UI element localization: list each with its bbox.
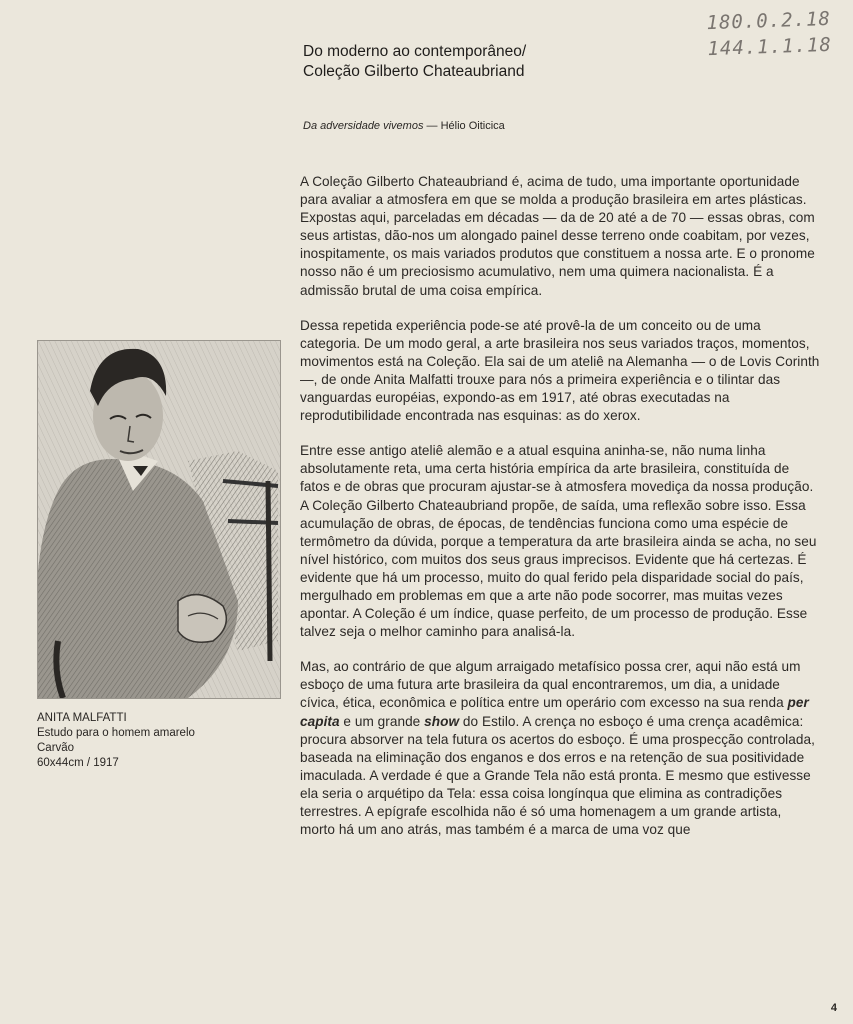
caption-artist: ANITA MALFATTI xyxy=(37,712,127,724)
epigraph xyxy=(303,120,505,132)
archive-mark-line2: 144.1.1.18 xyxy=(706,33,832,61)
archive-mark-line1: 180.0.2.18 xyxy=(705,7,831,35)
body-text xyxy=(300,173,820,856)
title-line1: Do moderno ao contemporâneo/ xyxy=(303,43,527,60)
epigraph-quote: Da adversidade vivemos xyxy=(303,120,424,132)
caption-work-title: Estudo para o homem amarelo xyxy=(37,727,195,739)
artwork-caption xyxy=(37,711,195,771)
paragraph: A Coleção Gilberto Chateaubriand é, acima de tudo, uma importante oportunidade para avaliar a atmosfera em que se molda a produção brasileira em artes plásticas. Expostas aqui, parceladas em décadas — da de 20 até a de 70 — essas obras, com seus artistas, dão-nos um alongado painel desse terreno onde coabitam, por vezes, inospitamente, os mais variados produtos que constituem a nossa arte. E o pronome nosso não é um preciosismo acumulativo, nem uma quimera nacionalista. É a admissão brutal de uma coisa empírica. xyxy=(300,174,815,298)
emphasis-show: show xyxy=(424,713,460,729)
paragraph-4-part2: e um grande xyxy=(339,713,425,729)
emphasis-per-capita: per capita xyxy=(300,695,809,729)
paragraph-4-part1: Mas, ao contrário de que algum arraigado metafísico possa crer, aqui não está um esboço de uma futura arte brasileira da qual encontraremos, um dia, a unidade cívica, ética, econômica e política entre um operário com excesso na sua renda xyxy=(300,659,801,711)
paragraph-4-part3: do Estilo. A crença no esboço é uma crença acadêmica: procura absorver na tela futura os acertos do esboço. É uma prospecção controlada, baseada na eliminação dos enganos e dos erros e na retenção de sua positividade imaculada. A verdade é que a Grande Tela não está pronta. E mesmo que estivesse ela seria o arquétipo da Tela: essa coisa longínqua que elimina as contradições terrestres. A epígrafe escolhida não é só uma homenagem a um grande artista, morto há um ano atrás, mas também é a marca de uma voz que xyxy=(300,713,815,838)
artwork-image xyxy=(37,340,281,699)
paragraph-4 xyxy=(300,658,820,839)
charcoal-portrait-drawing xyxy=(38,341,280,698)
caption-dimensions: 60x44cm / 1917 xyxy=(37,757,119,769)
page-title xyxy=(303,42,526,82)
paragraph: Dessa repetida experiência pode-se até provê-la de um conceito ou de uma categoria. De um modo geral, a arte brasileira nos seus variados traços, momentos, movimentos está na Coleção. Ela sai de um ateliê na Alemanha — o de Lovis Corinth —, de onde Anita Malfatti trouxe para nós a primeira experiência e o tilintar das vanguardas européias, expondo-as em 1917, até obras executadas na reprodutibilidade encontrada nas esquinas: as do xerox. xyxy=(300,317,820,424)
title-line2: Coleção Gilberto Chateaubriand xyxy=(303,63,525,80)
page-number: 4 xyxy=(830,1002,837,1014)
paragraph: Entre esse antigo ateliê alemão e a atual esquina aninha-se, não numa linha absolutamente reta, uma certa história empírica da arte brasileira, constituída de fatos e de obras que procuram ajustar-se à atmosfera movediça da nossa produção. A Coleção Gilberto Chateaubriand propõe, de saída, uma reflexão sobre isso. Essa acumulação de obras, de épocas, de tendências funciona como uma espécie de termômetro da dúvida, porque a temperatura da arte brasileira ainda se acha, no seu nível histórico, com muitos dos seus graus imprecisos. Evidente que há certezas. É evidente que há um processo, muito do qual ferido pela disparidade social do país, mergulhado em problemas em que a arte não pode socorrer, mas muitas vezes apontar. A Coleção é um índice, quase perfeito, de um processo de produção. Esse talvez seja o melhor caminho para analisá-la. xyxy=(300,443,817,640)
caption-medium: Carvão xyxy=(37,742,75,754)
epigraph-author: — Hélio Oiticica xyxy=(426,120,505,132)
archive-handwritten-mark xyxy=(706,6,832,62)
